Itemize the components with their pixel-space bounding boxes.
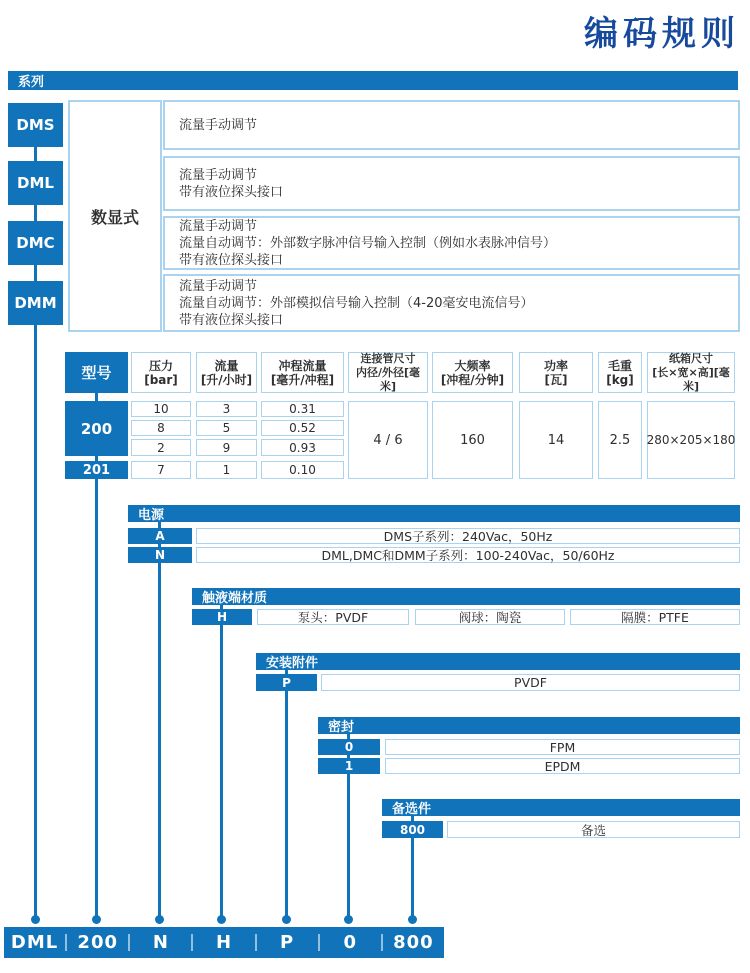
seal-section-bar [318, 717, 740, 734]
seal-section-title: 密封 [328, 720, 355, 735]
model-header-cell-flow [196, 352, 257, 393]
power-desc-a: DMS子系列：240Vac，50Hz [196, 528, 740, 544]
mounting-code-p: P [256, 674, 317, 691]
options-section-bar [382, 799, 740, 816]
desc-line: 带有液位探头接口 [179, 184, 284, 200]
table-cell-weight: 2.5 [598, 401, 642, 479]
options-code-800: 800 [382, 821, 443, 838]
header-unit: 内径/外径[毫米] [355, 365, 421, 393]
series-code-dmc: DMC [8, 221, 63, 265]
desc-line: 流量手动调节 [179, 278, 258, 294]
code-segment-material: H [215, 932, 233, 953]
mounting-section-title: 安装附件 [266, 656, 319, 671]
header-name: 压力 [148, 358, 173, 373]
table-cell-flow-201: 1 [196, 461, 257, 479]
mounting-desc: PVDF [321, 674, 740, 691]
series-desc-dmm [163, 274, 740, 332]
series-code-dms: DMS [8, 103, 63, 147]
seal-desc-1: EPDM [385, 758, 740, 774]
power-desc-n: DML,DMC和DMM子系列：100-240Vac，50/60Hz [196, 547, 740, 563]
material-cell-diaphragm: 隔膜：PTFE [570, 609, 740, 625]
series-desc-dmc [163, 216, 740, 270]
table-cell-pressure-r1: 10 [131, 401, 191, 417]
model-header-cell-carton-size [647, 352, 735, 393]
power-section-title: 电源 [138, 508, 165, 523]
table-cell-stroke-r2: 0.52 [261, 420, 344, 436]
header-unit: [长×宽×高][毫米] [652, 365, 730, 393]
material-cell-valve-ball: 阀球：陶瓷 [415, 609, 565, 625]
header-name: 流量 [214, 358, 239, 373]
code-segment-series: DML [10, 932, 59, 953]
table-cell-max-frequency: 160 [432, 401, 513, 479]
header-unit: [kg] [606, 372, 634, 387]
options-section-title: 备选件 [392, 802, 432, 817]
model-code-header: 型号 [65, 352, 128, 393]
desc-line: 流量自动调节：外部数字脉冲信号输入控制（例如水表脉冲信号） [179, 235, 557, 251]
material-code-h: H [192, 609, 252, 625]
series-code-dmm: DMM [8, 281, 63, 325]
material-cell-pump-head: 泵头：PVDF [257, 609, 409, 625]
series-group-label: 数显式 [90, 207, 139, 227]
seal-desc-0: FPM [385, 739, 740, 755]
code-segment-mounting: P [280, 932, 295, 953]
series-code-dml: DML [8, 161, 63, 205]
header-name: 大频率 [454, 358, 491, 373]
connector-line-mounting [285, 661, 288, 920]
table-cell-flow-r1: 3 [196, 401, 257, 417]
header-name: 冲程流量 [278, 358, 327, 373]
header-name: 毛重 [607, 358, 632, 373]
connector-line-power [158, 513, 161, 920]
header-unit: [冲程/分钟] [440, 372, 505, 387]
table-cell-stroke-201: 0.10 [261, 461, 344, 479]
material-section-title: 触液端材质 [202, 591, 268, 606]
code-dot-series [31, 915, 40, 924]
series-desc-dms [163, 100, 740, 150]
desc-line: 流量手动调节 [179, 218, 258, 234]
desc-line: 流量自动调节：外部模拟信号输入控制（4-20毫安电流信号） [179, 295, 534, 311]
header-name: 纸箱尺寸 [669, 351, 713, 365]
table-cell-stroke-r3: 0.93 [261, 439, 344, 456]
code-segment-options: 800 [393, 932, 434, 953]
table-cell-flow-r2: 5 [196, 420, 257, 436]
code-segment-model: 200 [77, 932, 118, 953]
code-dot-material [217, 915, 226, 924]
code-dot-mounting [282, 915, 291, 924]
desc-line: 流量手动调节 [179, 117, 258, 133]
model-header-cell-weight [598, 352, 642, 393]
header-unit: [bar] [144, 372, 178, 387]
seal-code-1: 1 [318, 758, 380, 774]
model-code-201: 201 [65, 461, 128, 479]
mounting-section-bar [256, 653, 740, 670]
header-unit: [毫升/冲程] [270, 372, 335, 387]
series-header-bar [8, 71, 738, 90]
model-code-200: 200 [65, 401, 128, 456]
code-dot-power [155, 915, 164, 924]
model-header-cell-power [519, 352, 593, 393]
code-dot-options [408, 915, 417, 924]
header-name: 功率 [543, 358, 568, 373]
table-cell-carton-size: 280×205×180 [647, 401, 735, 479]
header-name: 连接管尺寸 [360, 351, 416, 365]
header-unit: [升/小时] [200, 372, 253, 387]
code-segment-power: N [152, 932, 169, 953]
series-header-label: 系列 [18, 75, 45, 90]
seal-code-0: 0 [318, 739, 380, 755]
code-bar [4, 927, 444, 958]
table-cell-pressure-r2: 8 [131, 420, 191, 436]
options-desc: 备选 [447, 821, 740, 838]
model-header-cell-pipe-size [348, 352, 428, 393]
table-cell-stroke-r1: 0.31 [261, 401, 344, 417]
desc-line: 流量手动调节 [179, 167, 258, 183]
table-cell-pressure-201: 7 [131, 461, 191, 479]
table-cell-power: 14 [519, 401, 593, 479]
code-dot-model [92, 915, 101, 924]
model-header-cell-max-frequency [432, 352, 513, 393]
header-unit: [瓦] [544, 372, 568, 387]
desc-line: 带有液位探头接口 [179, 312, 284, 328]
material-section-bar [192, 588, 740, 605]
power-code-a: A [128, 528, 192, 544]
page-title: 编码规则 [584, 14, 740, 54]
model-header-cell-pressure [131, 352, 191, 393]
model-header-cell-stroke-volume [261, 352, 344, 393]
desc-line: 带有液位探头接口 [179, 252, 284, 268]
code-dot-seal [344, 915, 353, 924]
power-code-n: N [128, 547, 192, 563]
code-segment-seal: 0 [343, 932, 358, 953]
table-cell-pressure-r3: 2 [131, 439, 191, 456]
series-group-box [68, 100, 162, 332]
series-desc-dml [163, 156, 740, 211]
table-cell-pipe-size: 4 / 6 [348, 401, 428, 479]
connector-line-material [220, 596, 223, 920]
table-cell-flow-r3: 9 [196, 439, 257, 456]
power-section-bar [128, 505, 740, 522]
